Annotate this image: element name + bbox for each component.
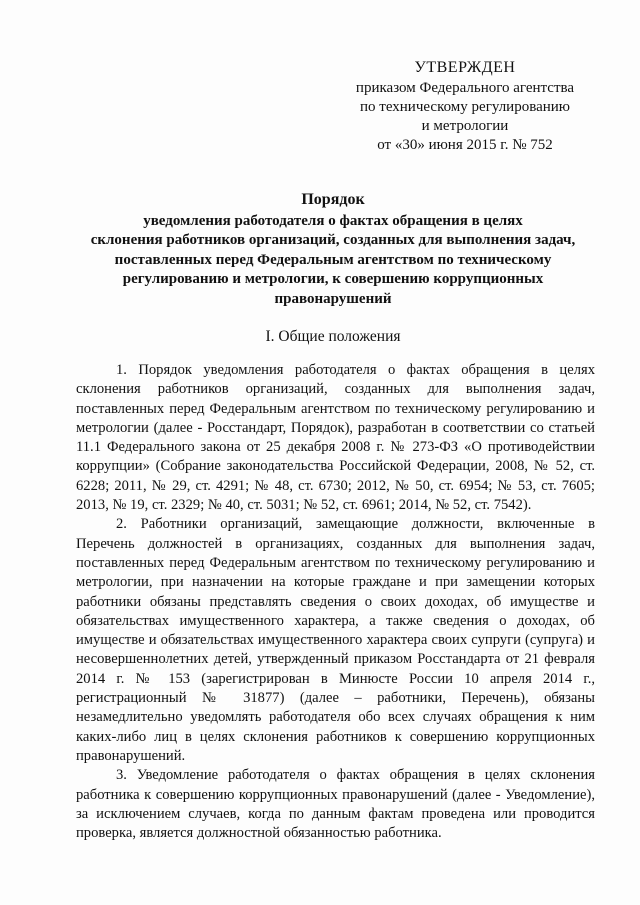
document-body <box>76 361 595 843</box>
approval-stamp <box>345 58 585 155</box>
approval-heading: УТВЕРЖДЕН <box>414 59 516 76</box>
approval-line: приказом Федерального агентства <box>355 80 575 96</box>
document-title: Порядок <box>301 191 365 208</box>
document-subtitle-line: регулированию и метрологии, к совершению коррупционных <box>122 271 544 287</box>
section-heading: I. Общие положения <box>265 328 401 345</box>
paragraph-2: 2. Работники организаций, замещающие должности, включенные в Перечень должностей в организациях, созданных для выполнения задач, поставленных перед Федеральным агентством по техническому регулированию и метрологии, при назначении на которые граждане и при замещении которых работники обязаны представлять сведения о своих доходах, об имуществе и обязательствах имущественного характера, а также сведения о доходах, об имуществе и обязательствах имущественного характера своих супруги (супруга) и несовершеннолетних детей, утвержденный приказом Росстандарта от 21 февраля 2014 г. № 153 (зарегистрирован в Минюсте России 10 апреля 2014 г., регистрационный № 31877) (далее – работники, Перечень), обязаны незамедлительно уведомлять работодателя обо всех случаях обращения к ним каких-либо лиц в целях склонения работников к совершению коррупционных правонарушений. <box>76 516 595 764</box>
approval-line: от «30» июня 2015 г. № 752 <box>377 137 553 153</box>
document-subtitle-line: поставленных перед Федеральным агентством по техническому <box>114 251 552 268</box>
document-title-block <box>68 190 598 309</box>
document-subtitle-line: склонения работников организаций, созданных для выполнения задач, <box>90 232 576 248</box>
paragraph-1: 1. Порядок уведомления работодателя о фактах обращения в целях склонения работников организаций, созданных для выполнения задач, поставленных перед Федеральным агентством по техническому регулированию и метрологии (далее - Росстандарт, Порядок), разработан в соответствии со статьей 11.1 Федерального закона от 25 декабря 2008 г. № 273-ФЗ «О противодействии коррупции» (Собрание законодательства Российской Федерации, 2008, № 52, ст. 6228; 2011, № 29, ст. 4291; № 48, ст. 6730; 2012, № 50, ст. 6954; № 53, ст. 7605; 2013, № 19, ст. 2329; № 40, ст. 5031; № 52, ст. 6961; 2014, № 52, ст. 7542). <box>76 362 595 514</box>
document-subtitle-line: уведомления работодателя о фактах обращения в целях <box>143 212 523 229</box>
approval-line: и метрологии <box>421 118 509 134</box>
approval-line: по техническому регулированию <box>359 99 571 115</box>
document-subtitle-line: правонарушений <box>274 290 392 307</box>
paragraph-3: 3. Уведомление работодателя о фактах обращения в целях склонения работника к совершению коррупционных правонарушений (далее - Уведомление), за исключением случаев, когда по данным фактам проведена или проводится проверка, является должностной обязанностью работника. <box>76 767 595 842</box>
